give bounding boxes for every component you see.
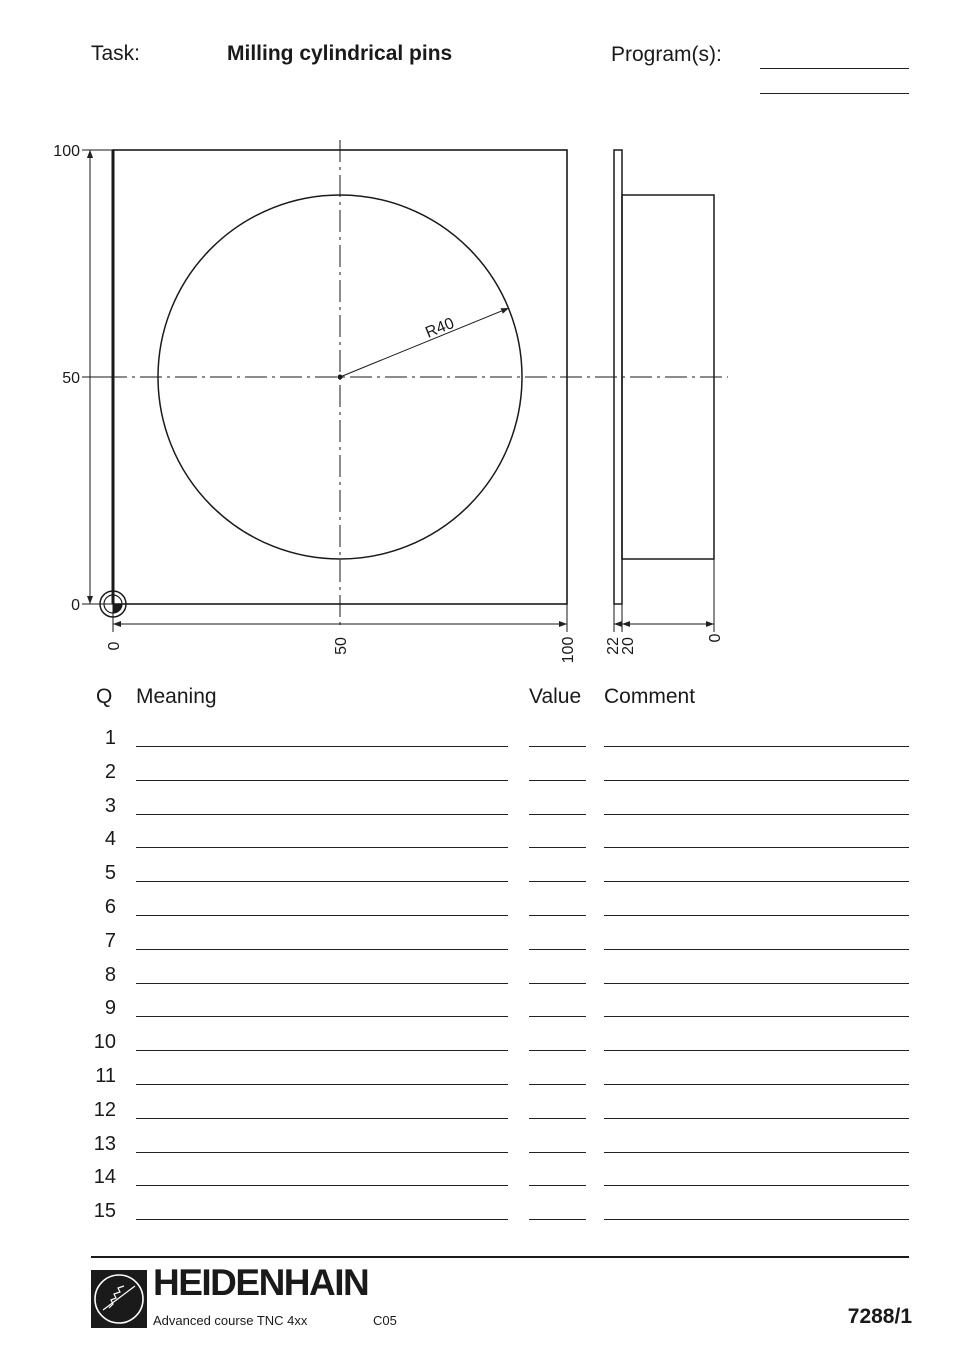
task-title: Milling cylindrical pins xyxy=(227,42,453,65)
row-meaning-field[interactable] xyxy=(136,1084,508,1085)
row-meaning-field[interactable] xyxy=(136,780,508,781)
row-meaning-field[interactable] xyxy=(136,915,508,916)
dim-y-0: 0 xyxy=(71,597,80,614)
row-value-field[interactable] xyxy=(529,847,586,848)
row-value-field[interactable] xyxy=(529,1084,586,1085)
technical-drawing xyxy=(0,130,954,670)
row-comment-field[interactable] xyxy=(604,1185,909,1186)
row-value-field[interactable] xyxy=(529,814,586,815)
row-meaning-field[interactable] xyxy=(136,1016,508,1017)
row-q-number: 3 xyxy=(104,794,116,817)
document-number: 7288/1 xyxy=(847,1305,912,1328)
row-q-number: 11 xyxy=(95,1065,116,1087)
row-meaning-field[interactable] xyxy=(136,1118,508,1119)
dim-side-20: 20 xyxy=(620,637,637,655)
row-comment-field[interactable] xyxy=(604,1050,909,1051)
row-comment-field[interactable] xyxy=(604,1219,909,1220)
dim-side-22: 22 xyxy=(605,637,622,655)
row-q-number: 13 xyxy=(93,1132,116,1155)
footer-rule xyxy=(91,1256,909,1258)
row-comment-field[interactable] xyxy=(604,847,909,848)
row-q-number: 8 xyxy=(104,963,116,986)
row-comment-field[interactable] xyxy=(604,881,909,882)
heidenhain-logo xyxy=(91,1270,147,1328)
dim-y-50: 50 xyxy=(62,370,80,387)
row-meaning-field[interactable] xyxy=(136,847,508,848)
col-comment-header: Comment xyxy=(604,685,696,708)
row-comment-field[interactable] xyxy=(604,949,909,950)
radius-label: R40 xyxy=(423,314,457,342)
row-q-number: 9 xyxy=(104,997,116,1020)
row-q-number: 2 xyxy=(104,760,116,783)
row-comment-field[interactable] xyxy=(604,1084,909,1085)
row-value-field[interactable] xyxy=(529,1152,586,1153)
course-name: Advanced course TNC 4xx xyxy=(153,1313,308,1328)
dim-side-0: 0 xyxy=(707,633,724,643)
col-meaning-header: Meaning xyxy=(136,685,217,708)
row-value-field[interactable] xyxy=(529,1050,586,1051)
row-meaning-field[interactable] xyxy=(136,814,508,815)
row-meaning-field[interactable] xyxy=(136,746,508,747)
row-meaning-field[interactable] xyxy=(136,983,508,984)
row-q-number: 15 xyxy=(93,1200,116,1223)
row-q-number: 6 xyxy=(104,896,116,918)
row-comment-field[interactable] xyxy=(604,1152,909,1153)
row-q-number: 14 xyxy=(93,1166,116,1189)
course-code: C05 xyxy=(373,1313,397,1328)
row-meaning-field[interactable] xyxy=(136,1219,508,1220)
row-q-number: 10 xyxy=(93,1031,116,1054)
row-q-number: 4 xyxy=(104,828,116,851)
row-q-number: 1 xyxy=(104,727,116,749)
row-meaning-field[interactable] xyxy=(136,1185,508,1186)
row-comment-field[interactable] xyxy=(604,746,909,747)
row-comment-field[interactable] xyxy=(604,780,909,781)
row-comment-field[interactable] xyxy=(604,983,909,984)
dim-x-0: 0 xyxy=(106,641,123,651)
row-value-field[interactable] xyxy=(529,983,586,984)
radius-leader xyxy=(340,308,509,377)
row-value-field[interactable] xyxy=(529,881,586,882)
row-comment-field[interactable] xyxy=(604,915,909,916)
row-q-number: 5 xyxy=(104,862,116,885)
program-entry-line-1[interactable] xyxy=(760,68,909,69)
row-value-field[interactable] xyxy=(529,780,586,781)
row-value-field[interactable] xyxy=(529,1118,586,1119)
task-label: Task: xyxy=(91,42,141,65)
datum-symbol xyxy=(100,591,126,617)
programs-label: Program(s): xyxy=(611,43,722,66)
row-comment-field[interactable] xyxy=(604,1016,909,1017)
col-value-header: Value xyxy=(529,685,582,708)
logo-emblem-icon xyxy=(91,1270,147,1328)
col-q-header: Q xyxy=(96,685,113,708)
row-value-field[interactable] xyxy=(529,1219,586,1220)
brand-name: HEIDENHAIN xyxy=(153,1262,369,1303)
dim-y-100: 100 xyxy=(53,143,80,160)
row-value-field[interactable] xyxy=(529,1185,586,1186)
row-comment-field[interactable] xyxy=(604,814,909,815)
row-comment-field[interactable] xyxy=(604,1118,909,1119)
row-value-field[interactable] xyxy=(529,1016,586,1017)
row-meaning-field[interactable] xyxy=(136,881,508,882)
program-entry-line-2[interactable] xyxy=(760,93,909,94)
row-meaning-field[interactable] xyxy=(136,949,508,950)
row-value-field[interactable] xyxy=(529,949,586,950)
row-q-number: 7 xyxy=(104,929,116,952)
row-value-field[interactable] xyxy=(529,746,586,747)
row-value-field[interactable] xyxy=(529,915,586,916)
row-meaning-field[interactable] xyxy=(136,1050,508,1051)
row-q-number: 12 xyxy=(93,1098,116,1121)
dim-x-100: 100 xyxy=(560,636,577,664)
row-meaning-field[interactable] xyxy=(136,1152,508,1153)
dim-x-50: 50 xyxy=(333,637,350,655)
